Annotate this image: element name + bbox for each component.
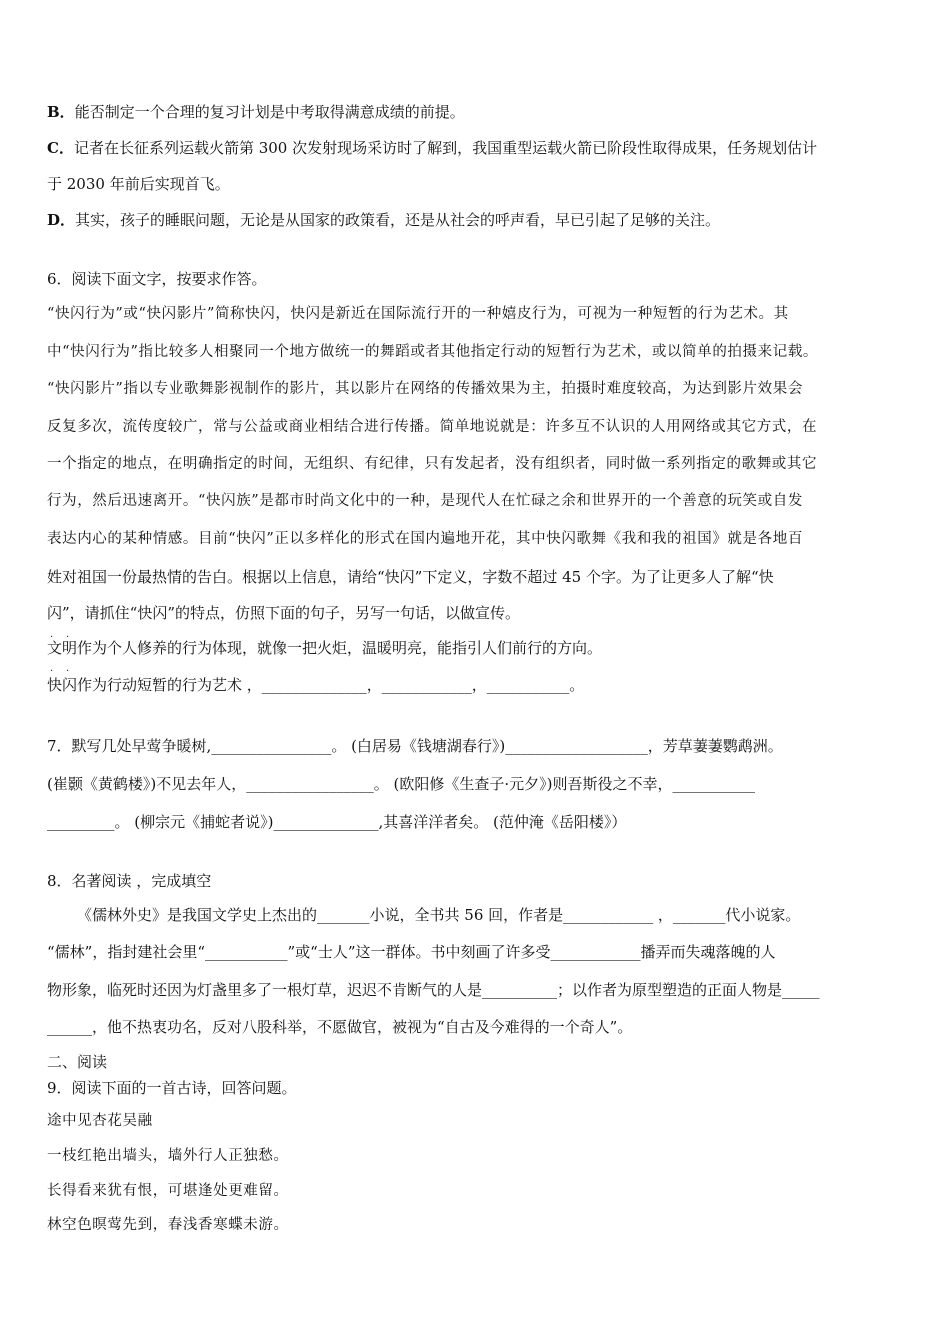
option-c-label: C． [47, 139, 74, 157]
option-b-label: B． [47, 103, 75, 121]
q6-passage-line-8: 姓对祖国一份最热情的告白。根据以上信息，请给“快闪”下定义，字数不超过 45 个字。为了让更多人了解“快 [47, 568, 774, 586]
option-c-text: 记者在长征系列运载火箭第 300 次发射现场采访时了解到，我国重型运载火箭已阶段性取得成果，任务规划估计 [73, 139, 818, 157]
q6-passage-line-5: 一个指定的地点，在明确指定的时间，无组织、有纪律，只有发起者，没有组织者，同时做一系列指定的歌舞或其它 [47, 456, 818, 472]
option-c [47, 137, 817, 159]
q6-title: 6．阅读下面文字，按要求作答。 [47, 270, 267, 288]
q7-line-1: 7．默写几处早莺争暖树,________________。 (白居易《钱塘湖春行》)___________________，芳草萋萋鹦鹉洲。 [47, 737, 783, 755]
q8-line-1: 《儒林外史》是我国文学史上杰出的_______小说，全书共 56 回，作者是____________ ，_______代小说家。 [77, 906, 801, 924]
q7-line-3: _________。 (柳宗元《捕蛇者说》)______________,其喜洋洋者矣。 (范仲淹《岳阳楼》） [47, 813, 627, 831]
q6-passage-line-9: 闪”，请抓住“快闪”的特点，仿照下面的句子，另写一句话，以做宣传。 [47, 604, 521, 622]
poem-line: 林空色暝莺先到，春浅香寒蝶未游。 [47, 1217, 289, 1233]
q6-answer-line: 快闪作为行动短暂的行为艺术 ，______________，____________，___________。 [47, 676, 585, 694]
poem-title: 途中见杏花吴融 [47, 1113, 153, 1129]
emphasis-dot: . [50, 663, 54, 674]
emphasis-dot: . [66, 629, 70, 640]
q8-line-3: 物形象，临死时还因为灯盏里多了一根灯草，迟迟不肯断气的人是__________；以作者为原型塑造的正面人物是_____ [47, 981, 820, 999]
q9-title: 9．阅读下面的一首古诗，回答问题。 [47, 1079, 297, 1097]
option-d-label: D． [47, 211, 76, 229]
q6-passage-line-6: 行为，然后迅速离开。“快闪族”是都市时尚文化中的一种，是现代人在忙碌之余和世界开的一个善意的玩笑或自发 [47, 493, 803, 509]
option-b-text: 能否制定一个合理的复习计划是中考取得满意成绩的前提。 [74, 103, 465, 121]
option-c-continued: 于 2030 年前后实现首飞。 [47, 175, 230, 193]
q6-passage-line-3: “快闪影片”指以专业歌舞影视制作的影片，其以影片在网络的传播效果为主，拍摄时难度较高，为达到影片效果会 [47, 381, 803, 397]
section-title: 二、阅读 [47, 1053, 108, 1071]
option-d [47, 209, 720, 231]
emphasis-dot: . [50, 629, 54, 640]
q8-title: 8．名著阅读 ，完成填空 [47, 872, 212, 890]
q6-passage-line-7: 表达内心的某种情感。目前“快闪”正以多样化的形式在国内遍地开花，其中快闪歌舞《我和我的祖国》就是各地百 [47, 531, 803, 547]
q6-passage-line-4: 反复多次，流传度较广，常与公益或商业相结合进行传播。简单地说就是：许多互不认识的人用网络或其它方式，在 [47, 419, 818, 435]
poem-line: 长得看来犹有恨，可堪逢处更难留。 [47, 1183, 289, 1199]
q6-passage-line-1: “快闪行为”或“快闪影片”简称快闪，快闪是新近在国际流行开的一种嬉皮行为，可视为一种短暂的行为艺术。其 [47, 306, 789, 322]
option-b [47, 101, 465, 123]
q7-line-2: (崔颢《黄鹤楼》)不见去年人，_________________。 (欧阳修《生查子·元夕》)则吾斯役之不幸，___________ [47, 775, 755, 793]
poem-line: 一枝红艳出墙头，墙外行人正独愁。 [47, 1148, 289, 1164]
q8-line-4: ______，他不热衷功名，反对八股科举，不愿做官，被视为“自古及今难得的一个奇人”。 [47, 1018, 633, 1036]
option-d-text: 其实，孩子的睡眠问题，无论是从国家的政策看，还是从社会的呼声看，早已引起了足够的关注。 [75, 211, 721, 229]
emphasis-dot: . [66, 663, 70, 674]
q6-passage-line-2: 中“快闪行为”指比较多人相聚同一个地方做统一的舞蹈或者其他指定行动的短暂行为艺术，或以简单的拍摄来记载。 [47, 344, 819, 360]
q6-example-sentence: 文明作为个人修养的行为体现，就像一把火炬，温暖明亮，能指引人们前行的方向。 [47, 639, 603, 657]
q8-line-2: “儒林”，指封建社会里“___________”或“士人”这一群体。书中刻画了许多受____________播弄而失魂落魄的人 [47, 943, 776, 961]
